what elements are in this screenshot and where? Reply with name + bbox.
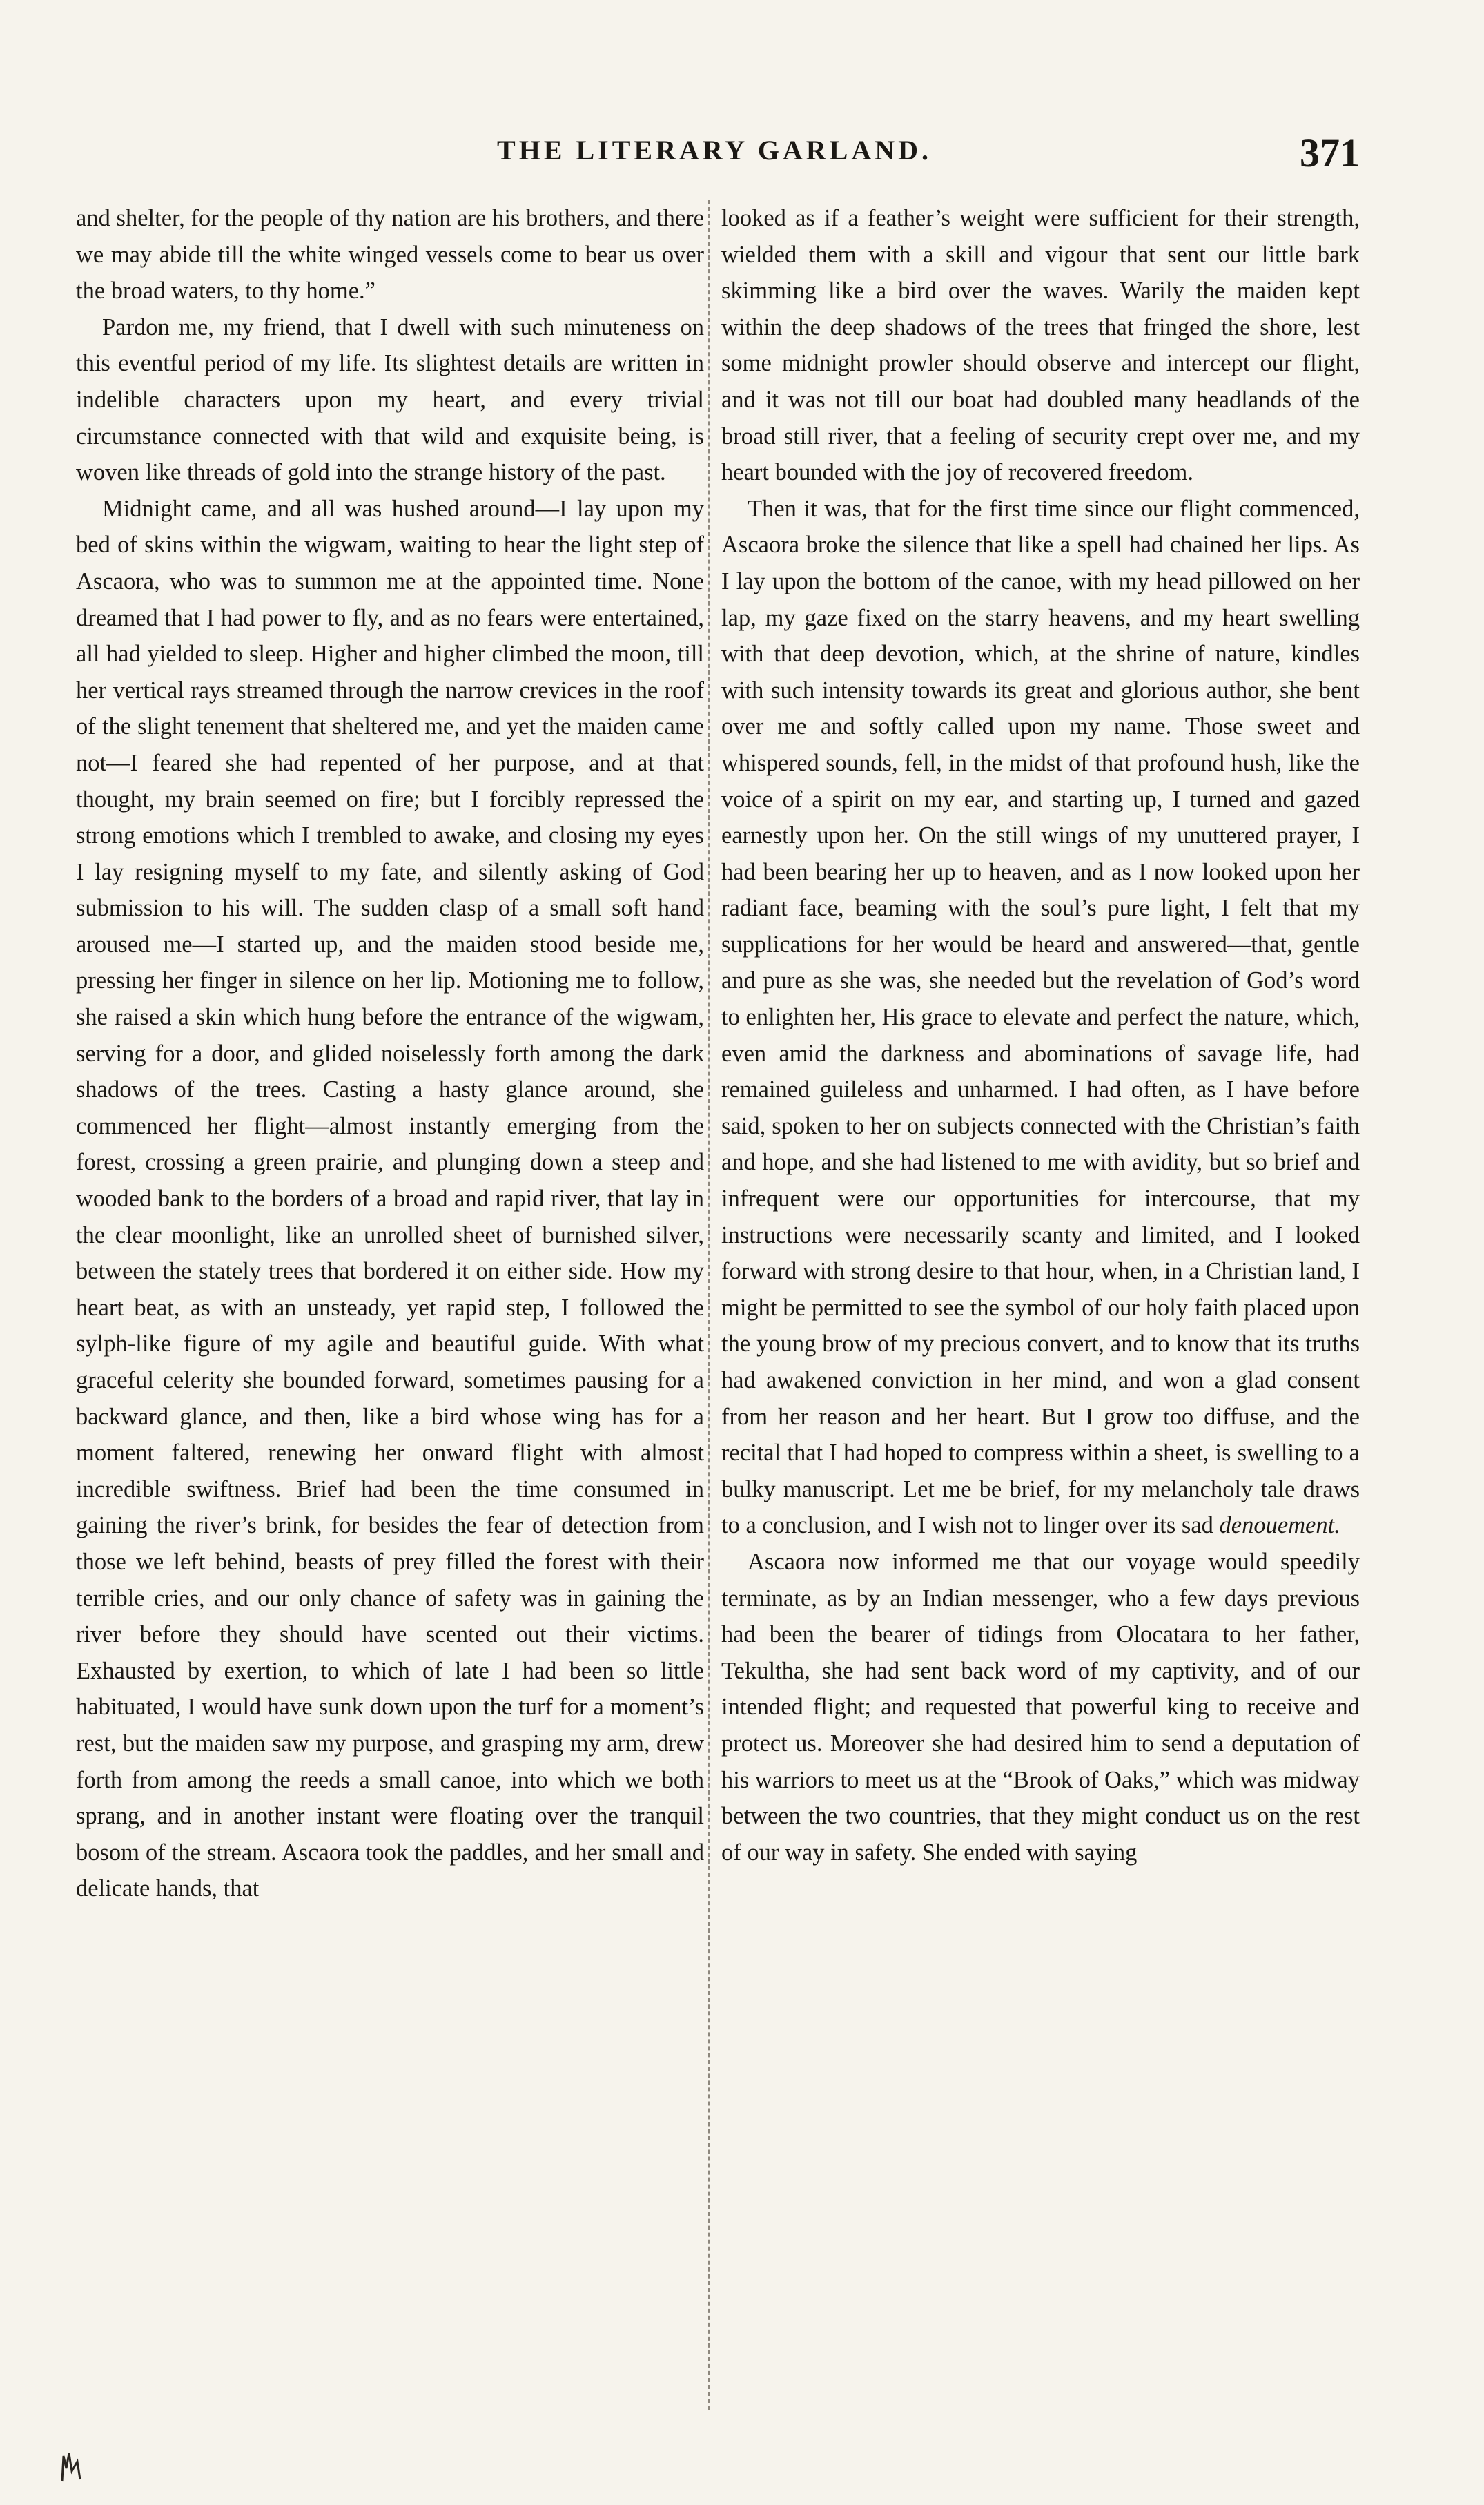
right-paragraph-2-text: Then it was, that for the first time since our flight commenced, Ascaora broke the silence that like a spell had chained her lips. As I lay upon the bottom of the canoe, with my head pillowed on her lap, my gaze fixed on the starry heavens, and my heart swelling with that deep devotion, which, at the shrine of nature, kindles with such intensity towards its great and glorious author, she bent over me and softly called upon my name. Those sweet and whispered sounds, fell, in the midst of that profound hush, like the voice of a spirit on my ear, and starting up, I turned and gazed earnestly upon her. On the still wings of my unuttered prayer, I had been bearing her up to heaven, and as I now looked upon her radiant face, beaming with the soul’s pure light, I felt that my supplications for her would be heard and answered—that, gentle and pure as she was, she needed but the revelation of God’s word to enlighten her, His grace to elevate and perfect the nature, which, even amid the darkness and abominations of savage life, had remained guileless and unharmed. I had often, as I have before said, spoken to her on subjects connected with the Christian’s faith and hope, and she had listened to me with avidity, but so brief and infrequent were our opportunities for intercourse, that my instructions were necessarily scanty and limited, and I looked forward with strong desire to that hour, when, in a Christian land, I might be permitted to see the symbol of our holy faith placed upon the young brow of my precious convert, and to know that its truths had awakened conviction in her mind, and won a glad consent from her reason and her heart. But I grow too diffuse, and the recital that I had hoped to compress within a sheet, is swelling to a bulky manuscript. Let me be brief, for my melancholy tale draws to a conclusion, and I wish not to linger over its sad — [721, 495, 1360, 1539]
page-number: 371 — [1300, 130, 1360, 175]
right-paragraph-2 — [721, 491, 1360, 1544]
right-paragraph-3: Ascaora now informed me that our voyage would speedily terminate, as by an Indian messenger, who a few days previous had been the bearer of tidings from Olocatara to her father, Tekultha, she had sent back word of my captivity, and of our intended flight; and requested that powerful king to receive and protect us. Moreover she had desired him to send a deputation of his warriors to meet us at the “Brook of Oaks,” which was midway between the two countries, that they might conduct us on the rest of our way in safety. She ended with saying — [721, 1548, 1360, 1866]
left-column — [76, 200, 704, 2430]
column-divider — [708, 200, 710, 2410]
running-head — [0, 130, 1484, 185]
running-title: THE LITERARY GARLAND. — [497, 135, 932, 166]
denouement-emphasis: denouement. — [1219, 1512, 1340, 1539]
left-paragraph-1: and shelter, for the people of thy nation are his brothers, and there we may abide till the white winged vessels come to bear us over the broad waters, to thy home.” — [76, 205, 704, 304]
left-paragraph-2: Pardon me, my friend, that I dwell with such minuteness on this eventful period of my life. Its slightest details are written in indelible characters upon my heart, and every trivial circumstance connected with that wild and exquisite being, is woven like threads of gold into the strange history of the past. — [76, 313, 704, 486]
right-column — [721, 200, 1360, 2430]
right-paragraph-1: looked as if a feather’s weight were sufficient for their strength, wielded them with a skill and vigour that sent our little bark skimming like a bird over the waves. Warily the maiden kept within the deep shadows of the trees that fringed the shore, lest some midnight prowler should observe and intercept our flight, and it was not till our boat had doubled many headlands of the broad still river, that a feeling of security crept over me, and my heart bounded with the joy of recovered freedom. — [721, 205, 1360, 486]
left-paragraph-3: Midnight came, and all was hushed around—I lay upon my bed of skins within the wigwam, waiting to hear the light step of Ascaora, who was to summon me at the appointed time. None dreamed that I had power to fly, and as no fears were entertained, all had yielded to sleep. Higher and higher climbed the moon, till her vertical rays streamed through the narrow crevices in the roof of the slight tenement that sheltered me, and yet the maiden came not—I feared she had repented of her purpose, and at that thought, my brain seemed on fire; but I forcibly repressed the strong emotions which I trembled to awake, and closing my eyes I lay resigning myself to my fate, and silently asking of God submission to his will. The sudden clasp of a small soft hand aroused me—I started up, and the maiden stood beside me, pressing her finger in silence on her lip. Motioning me to follow, she raised a skin which hung before the entrance of the wigwam, serving for a door, and glided noiselessly forth among the dark shadows of the trees. Casting a hasty glance around, she commenced her flight—almost instantly emerging from the forest, crossing a green prairie, and plunging down a steep and wooded bank to the borders of a broad and rapid river, that lay in the clear moonlight, like an unrolled sheet of burnished silver, between the stately trees that bordered it on either side. How my heart beat, as with an unsteady, yet rapid step, I followed the sylph-like figure of my agile and beautiful guide. With what graceful celerity she bounded forward, sometimes pausing for a backward glance, and then, like a bird whose wing has for a moment faltered, renewing her onward flight with almost incredible swiftness. Brief had been the time consumed in gaining the river’s brink, for besides the fear of detection from those we left behind, beasts of prey filled the forest with their terrible cries, and our only chance of safety was in gaining the river before they should have scented out their victims. Exhausted by exertion, to which of late I had been so little habituated, I would have sunk down upon the turf for a moment’s rest, but the maiden saw my purpose, and grasping my arm, drew forth from among the reeds a small canoe, into which we both sprang, and in another instant were floating over the tranquil bosom of the stream. Ascaora took the paddles, and her small and delicate hands, that — [76, 495, 704, 1902]
ink-mark-icon — [57, 2448, 84, 2482]
